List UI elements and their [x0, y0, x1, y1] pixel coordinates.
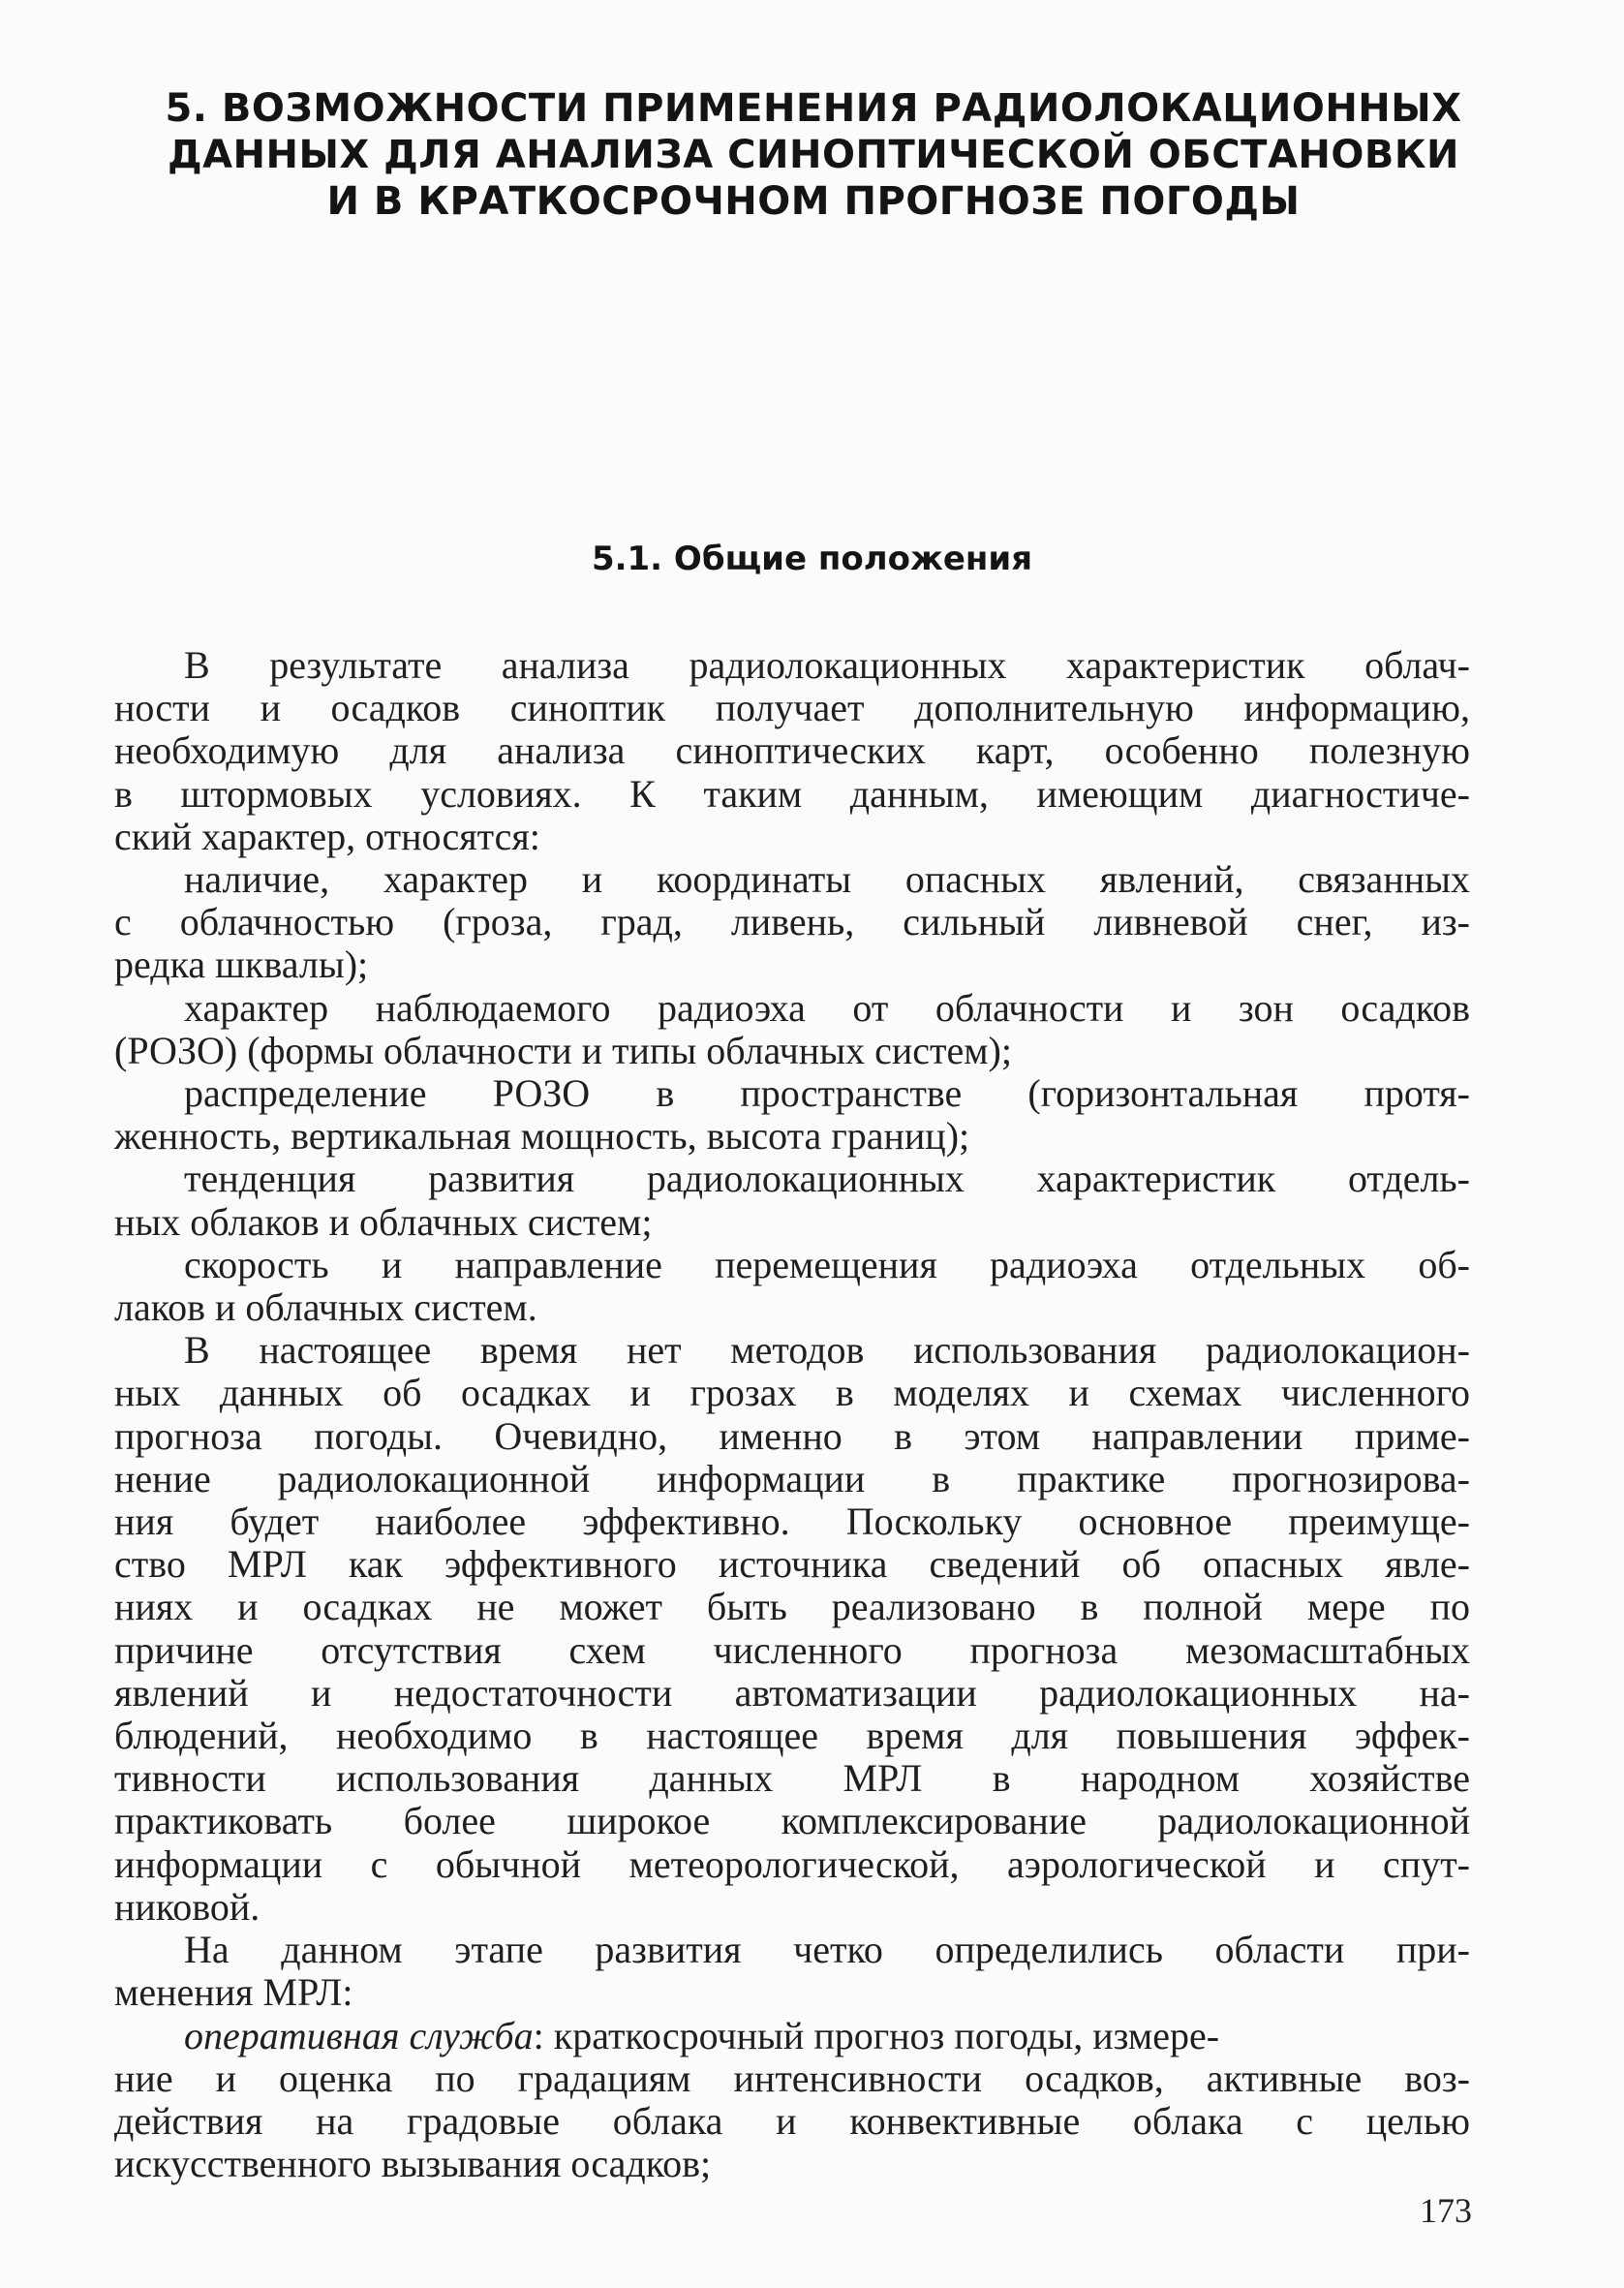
- body-line: ство МРЛ как эффективного источника сведений об опасных явле-: [114, 1542, 1470, 1587]
- body-line: прогноза погоды. Очевидно, именно в этом направлении приме-: [114, 1413, 1470, 1458]
- body-line: необходимую для анализа синоптических карт, особенно полезную: [114, 728, 1470, 773]
- body-line: явлений и недостаточности автоматизации радиолокационных на-: [114, 1670, 1470, 1715]
- body-line: (РОЗО) (формы облачности и типы облачных систем);: [114, 1028, 1012, 1072]
- italic-term: оперативная служба: [184, 2013, 534, 2057]
- body-line: наличие, характер и координаты опасных явлений, связанных: [184, 857, 1470, 902]
- body-line: На данном этапе развития четко определились области при-: [184, 1928, 1470, 1972]
- body-line: информации с обычной метеорологической, аэрологической и спут-: [114, 1841, 1470, 1886]
- body-line: ский характер, относятся:: [114, 814, 540, 858]
- chapter-title-line-3: И В КРАТКОСРОЧНОМ ПРОГНОЗЕ ПОГОДЫ: [326, 179, 1301, 224]
- body-line: ных облаков и облачных систем;: [114, 1199, 653, 1244]
- body-line: ности и осадков синоптик получает дополнительную информацию,: [114, 686, 1470, 730]
- section-title: 5.1. Общие положения: [591, 540, 1033, 578]
- body-line: В настоящее время нет методов использования радиолокацион-: [184, 1328, 1470, 1373]
- body-line: женность, вертикальная мощность, высота границ);: [114, 1114, 970, 1159]
- body-text: [114, 644, 1470, 2185]
- body-line: В результате анализа радиолокационных характеристик облач-: [184, 643, 1470, 687]
- body-line: в штормовых условиях. К таким данным, имеющим диагностиче-: [114, 771, 1470, 816]
- body-line: искусственного вызывания осадков;: [114, 2142, 712, 2186]
- body-line: ных данных об осадках и грозах в моделях и схемах численного: [114, 1371, 1470, 1415]
- body-line: практиковать более широкое комплексирование радиолокационной: [114, 1799, 1470, 1843]
- body-line: ниях и осадках не может быть реализовано в полной мере по: [114, 1585, 1470, 1629]
- body-line: ние и оценка по градациям интенсивности осадков, активные воз-: [114, 2056, 1470, 2100]
- body-line: причине отсутствия схем численного прогноза мезомасштабных: [114, 1627, 1470, 1672]
- body-line: с облачностью (гроза, град, ливень, сильный ливневой снег, из-: [114, 900, 1470, 944]
- body-line: нение радиолокационной информации в практике прогнозирова-: [114, 1456, 1470, 1500]
- chapter-title: [136, 85, 1491, 225]
- chapter-title-line-1: 5. ВОЗМОЖНОСТИ ПРИМЕНЕНИЯ РАДИОЛОКАЦИОННЫХ: [165, 86, 1462, 131]
- body-line: блюдений, необходимо в настоящее время для повышения эффек-: [114, 1714, 1470, 1758]
- body-line: тенденция развития радиолокационных характеристик отдель-: [184, 1157, 1470, 1201]
- body-line: распределение РОЗО в пространстве (горизонтальная протя-: [184, 1071, 1470, 1116]
- chapter-title-line-2: ДАННЫХ ДЛЯ АНАЛИЗА СИНОПТИЧЕСКОЙ ОБСТАНОВКИ: [167, 133, 1460, 177]
- body-line: менения МРЛ:: [114, 1970, 353, 2015]
- body-line-rest: : краткосрочный прогноз погоды, измере-: [533, 2013, 1220, 2057]
- page-number: 173: [1420, 2191, 1472, 2230]
- body-line: ния будет наиболее эффективно. Поскольку основное преимуще-: [114, 1500, 1470, 1544]
- body-line: лаков и облачных систем.: [114, 1285, 537, 1330]
- body-line: характер наблюдаемого радиоэха от облачности и зон осадков: [184, 985, 1470, 1030]
- body-line-with-term: [114, 2015, 1470, 2057]
- body-line: действия на градовые облака и конвективные облака с целью: [114, 2098, 1470, 2143]
- body-line: тивности использования данных МРЛ в народном хозяйстве: [114, 1756, 1470, 1801]
- body-line: редка шквалы);: [114, 943, 369, 987]
- body-line: скорость и направление перемещения радиоэха отдельных об-: [184, 1242, 1470, 1286]
- body-line: никовой.: [114, 1884, 260, 1929]
